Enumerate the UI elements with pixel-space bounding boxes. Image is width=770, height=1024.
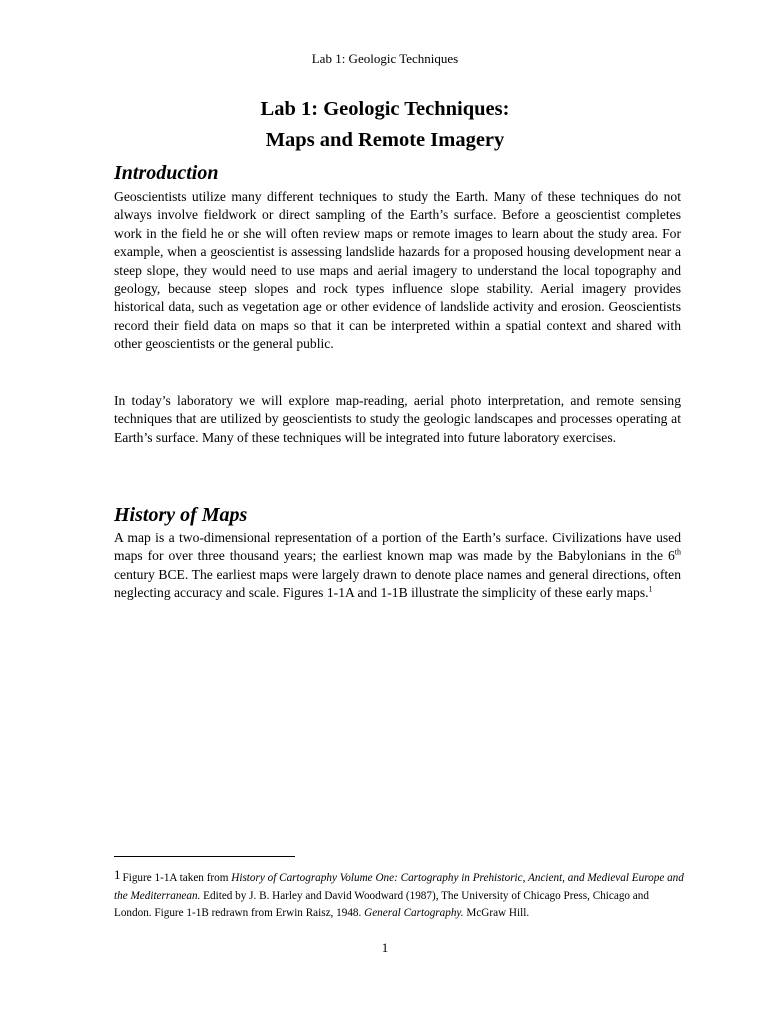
footnote-citation-title: History of Cartography Volume One: Cartography in Prehistoric, Ancient, and Medieval Europe and the Mediterranean. bbox=[114, 872, 684, 902]
history-text-part-2: century BCE. The earliest maps were largely drawn to denote place names and general directions, often neglecting accuracy and scale. Figures 1-1A and 1-1B illustrate the simplicity of these early maps. bbox=[114, 566, 681, 601]
history-text-part-1: A map is a two-dimensional representation of a portion of the Earth’s surface. Civilizations have used maps for over three thousand years; the earliest known map was made by the Babylonians in the 6 bbox=[114, 530, 681, 564]
running-header: Lab 1: Geologic Techniques bbox=[311, 51, 459, 66]
page-number: 1 bbox=[381, 940, 389, 955]
intro-paragraph-1: Geoscientists utilize many different techniques to study the Earth. Many of these techniques do not always involve fieldwork or direct sampling of the Earth’s surface. Before a geoscientist completes work in the field he or she will often review maps or remote images to learn about the study area. For example, when a geoscientist is assessing landslide hazards for a proposed housing development near a steep slope, they would need to use maps and aerial imagery to understand the local topography and geology, because steep slopes and rock types influence slope stability. Aerial imagery provides historical data, such as vegetation age or other evidence of landslide activity and erosion. Geoscientists record their field data on maps so that it can be interpreted within a spatial context and shared with other geoscientists or the general public. bbox=[114, 189, 681, 352]
ordinal-superscript: th bbox=[674, 547, 681, 557]
footnote-divider bbox=[114, 856, 295, 857]
section-heading-history-of-maps: History of Maps bbox=[114, 504, 248, 526]
document-title bbox=[0, 94, 770, 156]
footnote-text-1: Figure 1-1A taken from bbox=[122, 872, 232, 884]
history-paragraph bbox=[114, 529, 681, 603]
footnote-number: 1 bbox=[114, 867, 121, 882]
title-line-2: Maps and Remote Imagery bbox=[265, 129, 505, 151]
footnote-text-3: McGraw Hill. bbox=[463, 907, 530, 919]
intro-paragraph-2: In today’s laboratory we will explore map-reading, aerial photo interpretation, and remote sensing techniques that are utilized by geoscientists to study the geologic landscapes and processes operating at Earth’s surface. Many of these techniques will be integrated into future laboratory exercises. bbox=[114, 393, 681, 445]
title-line-1: Lab 1: Geologic Techniques: bbox=[260, 98, 510, 120]
section-heading-introduction: Introduction bbox=[114, 162, 219, 184]
footnote-text-2: Edited by J. B. Harley and David Woodward (1987), The University of Chicago Press, Chicago and London. Figure 1-1B redrawn from Erwin Raisz, 1948. bbox=[114, 889, 649, 919]
footnote-reference[interactable]: 1 bbox=[648, 584, 653, 594]
footnote-citation-title-2: General Cartography. bbox=[364, 907, 464, 919]
footnote bbox=[114, 866, 684, 923]
